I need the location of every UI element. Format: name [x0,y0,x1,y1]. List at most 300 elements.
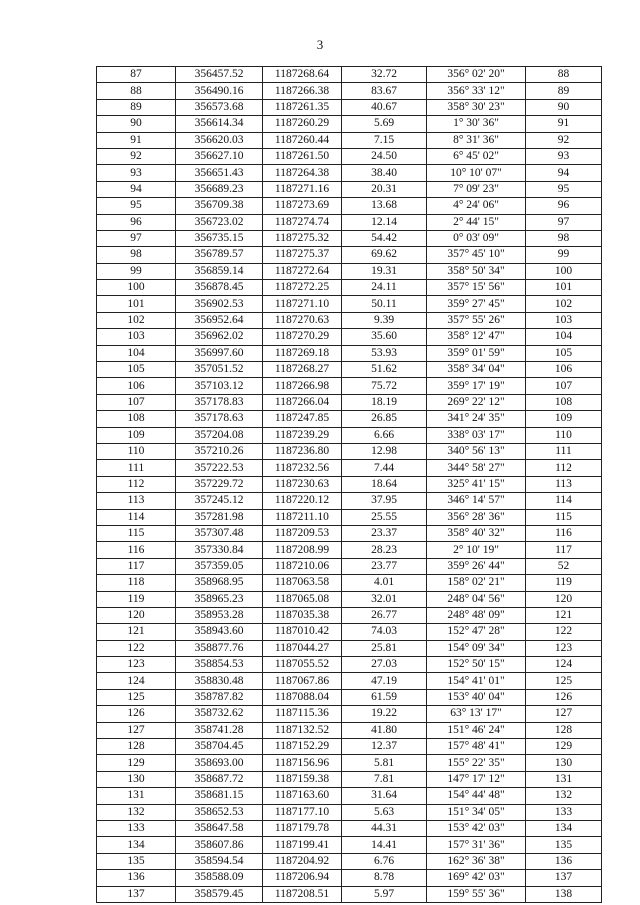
distance-cell: 47.19 [342,673,427,689]
point-number-cell: 117 [97,558,176,574]
distance-cell: 37.95 [342,493,427,509]
bearing-cell: 157° 48' 41" [427,739,526,755]
y-coordinate-cell: 1187199.41 [263,837,342,853]
table-row [97,788,602,804]
table-row [97,67,602,83]
next-point-cell: 91 [526,116,602,132]
y-coordinate-cell: 1187156.96 [263,755,342,771]
point-number-cell: 102 [97,312,176,328]
next-point-cell: 112 [526,460,602,476]
distance-cell: 38.40 [342,165,427,181]
next-point-cell: 95 [526,181,602,197]
point-number-cell: 129 [97,755,176,771]
table-row [97,198,602,214]
point-number-cell: 98 [97,247,176,263]
next-point-cell: 117 [526,542,602,558]
next-point-cell: 136 [526,853,602,869]
distance-cell: 74.03 [342,624,427,640]
distance-cell: 14.41 [342,837,427,853]
next-point-cell: 120 [526,591,602,607]
table-row [97,165,602,181]
next-point-cell: 89 [526,83,602,99]
y-coordinate-cell: 1187208.51 [263,886,342,902]
bearing-cell: 151° 46' 24" [427,722,526,738]
next-point-cell: 102 [526,296,602,312]
table-row [97,870,602,886]
point-number-cell: 133 [97,820,176,836]
table-row [97,362,602,378]
point-number-cell: 130 [97,771,176,787]
point-number-cell: 95 [97,198,176,214]
x-coordinate-cell: 356735.15 [176,230,263,246]
table-row [97,312,602,328]
point-number-cell: 118 [97,575,176,591]
table-row [97,673,602,689]
y-coordinate-cell: 1187159.38 [263,771,342,787]
bearing-cell: 0° 03' 09" [427,230,526,246]
bearing-cell: 2° 10' 19" [427,542,526,558]
x-coordinate-cell: 356689.23 [176,181,263,197]
y-coordinate-cell: 1187271.10 [263,296,342,312]
distance-cell: 19.22 [342,706,427,722]
next-point-cell: 125 [526,673,602,689]
y-coordinate-cell: 1187044.27 [263,640,342,656]
point-number-cell: 132 [97,804,176,820]
x-coordinate-cell: 357229.72 [176,476,263,492]
bearing-cell: 357° 55' 26" [427,312,526,328]
point-number-cell: 101 [97,296,176,312]
next-point-cell: 88 [526,67,602,83]
point-number-cell: 124 [97,673,176,689]
y-coordinate-cell: 1187132.52 [263,722,342,738]
x-coordinate-cell: 357178.83 [176,394,263,410]
next-point-cell: 104 [526,329,602,345]
x-coordinate-cell: 356962.02 [176,329,263,345]
x-coordinate-cell: 356997.60 [176,345,263,361]
next-point-cell: 106 [526,362,602,378]
point-number-cell: 114 [97,509,176,525]
distance-cell: 8.78 [342,870,427,886]
y-coordinate-cell: 1187273.69 [263,198,342,214]
next-point-cell: 109 [526,411,602,427]
bearing-cell: 357° 45' 10" [427,247,526,263]
table-row [97,657,602,673]
distance-cell: 5.63 [342,804,427,820]
y-coordinate-cell: 1187275.32 [263,230,342,246]
x-coordinate-cell: 356620.03 [176,132,263,148]
y-coordinate-cell: 1187239.29 [263,427,342,443]
bearing-cell: 162° 36' 38" [427,853,526,869]
bearing-cell: 358° 12' 47" [427,329,526,345]
y-coordinate-cell: 1187163.60 [263,788,342,804]
point-number-cell: 116 [97,542,176,558]
x-coordinate-cell: 358652.53 [176,804,263,820]
y-coordinate-cell: 1187211.10 [263,509,342,525]
bearing-cell: 357° 15' 56" [427,280,526,296]
table-row [97,525,602,541]
next-point-cell: 90 [526,99,602,115]
table-row [97,280,602,296]
point-number-cell: 110 [97,443,176,459]
y-coordinate-cell: 1187260.29 [263,116,342,132]
next-point-cell: 92 [526,132,602,148]
y-coordinate-cell: 1187266.38 [263,83,342,99]
x-coordinate-cell: 358693.00 [176,755,263,771]
table-row [97,378,602,394]
point-number-cell: 97 [97,230,176,246]
point-number-cell: 134 [97,837,176,853]
next-point-cell: 128 [526,722,602,738]
bearing-cell: 359° 01' 59" [427,345,526,361]
y-coordinate-cell: 1187065.08 [263,591,342,607]
bearing-cell: 341° 24' 35" [427,411,526,427]
table-row [97,247,602,263]
y-coordinate-cell: 1187236.80 [263,443,342,459]
table-row [97,296,602,312]
distance-cell: 61.59 [342,689,427,705]
point-number-cell: 122 [97,640,176,656]
next-point-cell: 98 [526,230,602,246]
bearing-cell: 169° 42' 03" [427,870,526,886]
next-point-cell: 94 [526,165,602,181]
bearing-cell: 154° 41' 01" [427,673,526,689]
next-point-cell: 127 [526,706,602,722]
bearing-cell: 325° 41' 15" [427,476,526,492]
y-coordinate-cell: 1187264.38 [263,165,342,181]
next-point-cell: 115 [526,509,602,525]
bearing-cell: 159° 55' 36" [427,886,526,902]
next-point-cell: 96 [526,198,602,214]
x-coordinate-cell: 358943.60 [176,624,263,640]
page-number: 3 [316,37,324,52]
point-number-cell: 123 [97,657,176,673]
next-point-cell: 124 [526,657,602,673]
table-row [97,837,602,853]
x-coordinate-cell: 358854.53 [176,657,263,673]
bearing-cell: 346° 14' 57" [427,493,526,509]
distance-cell: 40.67 [342,99,427,115]
y-coordinate-cell: 1187063.58 [263,575,342,591]
distance-cell: 32.01 [342,591,427,607]
point-number-cell: 87 [97,67,176,83]
distance-cell: 53.93 [342,345,427,361]
next-point-cell: 116 [526,525,602,541]
bearing-cell: 344° 58' 27" [427,460,526,476]
table-row [97,493,602,509]
distance-cell: 32.72 [342,67,427,83]
x-coordinate-cell: 358704.45 [176,739,263,755]
y-coordinate-cell: 1187230.63 [263,476,342,492]
next-point-cell: 99 [526,247,602,263]
next-point-cell: 119 [526,575,602,591]
table-row [97,722,602,738]
next-point-cell: 97 [526,214,602,230]
bearing-cell: 359° 26' 44" [427,558,526,574]
coordinates-table [96,66,602,903]
distance-cell: 7.81 [342,771,427,787]
next-point-cell: 103 [526,312,602,328]
table-row [97,148,602,164]
point-number-cell: 137 [97,886,176,902]
distance-cell: 35.60 [342,329,427,345]
y-coordinate-cell: 1187232.56 [263,460,342,476]
bearing-cell: 359° 27' 45" [427,296,526,312]
point-number-cell: 125 [97,689,176,705]
table-row [97,575,602,591]
point-number-cell: 115 [97,525,176,541]
distance-cell: 9.39 [342,312,427,328]
bearing-cell: 2° 44' 15" [427,214,526,230]
y-coordinate-cell: 1187272.64 [263,263,342,279]
point-number-cell: 119 [97,591,176,607]
table-row [97,853,602,869]
distance-cell: 7.15 [342,132,427,148]
table-row [97,542,602,558]
next-point-cell: 114 [526,493,602,509]
point-number-cell: 105 [97,362,176,378]
distance-cell: 75.72 [342,378,427,394]
y-coordinate-cell: 1187177.10 [263,804,342,820]
next-point-cell: 107 [526,378,602,394]
distance-cell: 31.64 [342,788,427,804]
point-number-cell: 112 [97,476,176,492]
table-row [97,689,602,705]
bearing-cell: 158° 02' 21" [427,575,526,591]
distance-cell: 41.80 [342,722,427,738]
x-coordinate-cell: 357245.12 [176,493,263,509]
x-coordinate-cell: 356614.34 [176,116,263,132]
y-coordinate-cell: 1187270.63 [263,312,342,328]
table-row [97,591,602,607]
point-number-cell: 99 [97,263,176,279]
distance-cell: 12.14 [342,214,427,230]
x-coordinate-cell: 356723.02 [176,214,263,230]
distance-cell: 18.19 [342,394,427,410]
bearing-cell: 151° 34' 05" [427,804,526,820]
next-point-cell: 130 [526,755,602,771]
bearing-cell: 1° 30' 36" [427,116,526,132]
bearing-cell: 152° 47' 28" [427,624,526,640]
next-point-cell: 135 [526,837,602,853]
x-coordinate-cell: 356902.53 [176,296,263,312]
bearing-cell: 358° 40' 32" [427,525,526,541]
point-number-cell: 127 [97,722,176,738]
y-coordinate-cell: 1187210.06 [263,558,342,574]
distance-cell: 7.44 [342,460,427,476]
point-number-cell: 92 [97,148,176,164]
x-coordinate-cell: 358579.45 [176,886,263,902]
x-coordinate-cell: 357222.53 [176,460,263,476]
distance-cell: 20.31 [342,181,427,197]
distance-cell: 26.85 [342,411,427,427]
x-coordinate-cell: 356573.68 [176,99,263,115]
next-point-cell: 123 [526,640,602,656]
point-number-cell: 89 [97,99,176,115]
table-row [97,771,602,787]
distance-cell: 25.81 [342,640,427,656]
point-number-cell: 91 [97,132,176,148]
next-point-cell: 131 [526,771,602,787]
next-point-cell: 111 [526,443,602,459]
y-coordinate-cell: 1187271.16 [263,181,342,197]
table-row [97,214,602,230]
x-coordinate-cell: 357281.98 [176,509,263,525]
x-coordinate-cell: 358953.28 [176,607,263,623]
bearing-cell: 358° 50' 34" [427,263,526,279]
next-point-cell: 133 [526,804,602,820]
distance-cell: 4.01 [342,575,427,591]
point-number-cell: 96 [97,214,176,230]
x-coordinate-cell: 358968.95 [176,575,263,591]
y-coordinate-cell: 1187209.53 [263,525,342,541]
next-point-cell: 134 [526,820,602,836]
table-row [97,181,602,197]
bearing-cell: 248° 04' 56" [427,591,526,607]
table-row [97,607,602,623]
table-row [97,460,602,476]
point-number-cell: 90 [97,116,176,132]
x-coordinate-cell: 356651.43 [176,165,263,181]
x-coordinate-cell: 356878.45 [176,280,263,296]
y-coordinate-cell: 1187067.86 [263,673,342,689]
y-coordinate-cell: 1187247.85 [263,411,342,427]
distance-cell: 51.62 [342,362,427,378]
y-coordinate-cell: 1187179.78 [263,820,342,836]
table-row [97,820,602,836]
distance-cell: 5.81 [342,755,427,771]
distance-cell: 23.37 [342,525,427,541]
point-number-cell: 93 [97,165,176,181]
table-row [97,83,602,99]
table-row [97,263,602,279]
y-coordinate-cell: 1187261.50 [263,148,342,164]
y-coordinate-cell: 1187204.92 [263,853,342,869]
table-row [97,640,602,656]
y-coordinate-cell: 1187275.37 [263,247,342,263]
bearing-cell: 338° 03' 17" [427,427,526,443]
x-coordinate-cell: 358681.15 [176,788,263,804]
y-coordinate-cell: 1187274.74 [263,214,342,230]
x-coordinate-cell: 358594.54 [176,853,263,869]
point-number-cell: 113 [97,493,176,509]
distance-cell: 18.64 [342,476,427,492]
distance-cell: 6.76 [342,853,427,869]
x-coordinate-cell: 357330.84 [176,542,263,558]
bearing-cell: 63° 13' 17" [427,706,526,722]
next-point-cell: 101 [526,280,602,296]
x-coordinate-cell: 358588.09 [176,870,263,886]
point-number-cell: 94 [97,181,176,197]
table-row [97,739,602,755]
distance-cell: 24.50 [342,148,427,164]
next-point-cell: 105 [526,345,602,361]
distance-cell: 5.97 [342,886,427,902]
distance-cell: 50.11 [342,296,427,312]
point-number-cell: 106 [97,378,176,394]
bearing-cell: 152° 50' 15" [427,657,526,673]
x-coordinate-cell: 358965.23 [176,591,263,607]
bearing-cell: 153° 40' 04" [427,689,526,705]
distance-cell: 13.68 [342,198,427,214]
y-coordinate-cell: 1187260.44 [263,132,342,148]
bearing-cell: 147° 17' 12" [427,771,526,787]
x-coordinate-cell: 356952.64 [176,312,263,328]
y-coordinate-cell: 1187208.99 [263,542,342,558]
distance-cell: 6.66 [342,427,427,443]
table-row [97,132,602,148]
x-coordinate-cell: 358607.86 [176,837,263,853]
y-coordinate-cell: 1187088.04 [263,689,342,705]
x-coordinate-cell: 358647.58 [176,820,263,836]
table-row [97,427,602,443]
x-coordinate-cell: 358687.72 [176,771,263,787]
point-number-cell: 135 [97,853,176,869]
y-coordinate-cell: 1187261.35 [263,99,342,115]
y-coordinate-cell: 1187269.18 [263,345,342,361]
table-row [97,411,602,427]
bearing-cell: 154° 09' 34" [427,640,526,656]
x-coordinate-cell: 357307.48 [176,525,263,541]
point-number-cell: 131 [97,788,176,804]
bearing-cell: 157° 31' 36" [427,837,526,853]
point-number-cell: 126 [97,706,176,722]
x-coordinate-cell: 358741.28 [176,722,263,738]
point-number-cell: 107 [97,394,176,410]
y-coordinate-cell: 1187270.29 [263,329,342,345]
distance-cell: 27.03 [342,657,427,673]
bearing-cell: 4° 24' 06" [427,198,526,214]
y-coordinate-cell: 1187220.12 [263,493,342,509]
point-number-cell: 128 [97,739,176,755]
point-number-cell: 111 [97,460,176,476]
table-row [97,329,602,345]
next-point-cell: 110 [526,427,602,443]
y-coordinate-cell: 1187010.42 [263,624,342,640]
x-coordinate-cell: 357103.12 [176,378,263,394]
next-point-cell: 100 [526,263,602,279]
y-coordinate-cell: 1187206.94 [263,870,342,886]
next-point-cell: 129 [526,739,602,755]
bearing-cell: 6° 45' 02" [427,148,526,164]
point-number-cell: 121 [97,624,176,640]
y-coordinate-cell: 1187115.36 [263,706,342,722]
point-number-cell: 108 [97,411,176,427]
next-point-cell: 113 [526,476,602,492]
table-row [97,99,602,115]
distance-cell: 26.77 [342,607,427,623]
distance-cell: 24.11 [342,280,427,296]
point-number-cell: 109 [97,427,176,443]
table-row [97,804,602,820]
distance-cell: 23.77 [342,558,427,574]
x-coordinate-cell: 358787.82 [176,689,263,705]
next-point-cell: 93 [526,148,602,164]
point-number-cell: 104 [97,345,176,361]
bearing-cell: 358° 34' 04" [427,362,526,378]
table-row [97,706,602,722]
x-coordinate-cell: 357210.26 [176,443,263,459]
x-coordinate-cell: 358830.48 [176,673,263,689]
y-coordinate-cell: 1187266.04 [263,394,342,410]
x-coordinate-cell: 357051.52 [176,362,263,378]
bearing-cell: 269° 22' 12" [427,394,526,410]
bearing-cell: 154° 44' 48" [427,788,526,804]
x-coordinate-cell: 356457.52 [176,67,263,83]
bearing-cell: 10° 10' 07" [427,165,526,181]
table-row [97,116,602,132]
x-coordinate-cell: 356490.16 [176,83,263,99]
point-number-cell: 103 [97,329,176,345]
